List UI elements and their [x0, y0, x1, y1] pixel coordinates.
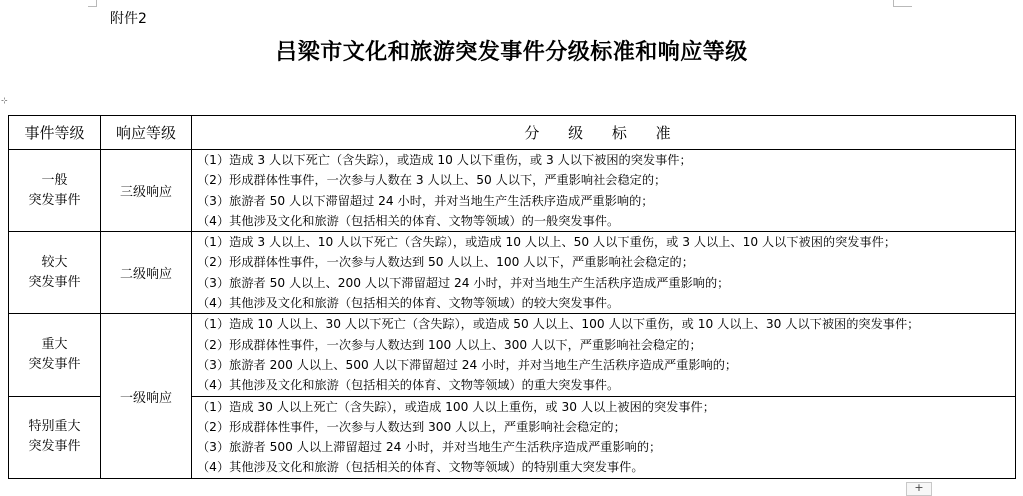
- header-criteria: 分 级 标 准: [192, 116, 1016, 150]
- table-move-handle-icon[interactable]: ⊹: [1, 96, 8, 105]
- criteria-item: （2）形成群体性事件，一次参与人数在 3 人以上、50 人以下，严重影响社会稳定的；: [197, 173, 667, 188]
- criteria-item: （3）旅游者 200 人以上、500 人以下滞留超过 24 小时，并对当地生产生活秩序造成严重影响的；: [197, 357, 738, 372]
- response-level-cell: 三级响应: [101, 150, 192, 232]
- response-level-cell: 一级响应: [101, 314, 192, 478]
- criteria-item: （1）造成 3 人以上、10 人以下死亡（含失踪），或造成 10 人以上、50 人以下重伤，或 3 人以上、10 人以下被困的突发事件；: [197, 235, 897, 250]
- table-header-row: [9, 116, 1016, 150]
- criteria-cell: [192, 314, 1016, 396]
- criteria-item: （1）造成 30 人以上死亡（含失踪），或造成 100 人以上重伤，或 30 人以上被困的突发事件；: [197, 399, 715, 414]
- criteria-cell: [192, 396, 1016, 478]
- table-row-major: [9, 232, 1016, 314]
- event-level-cell: 重大 突发事件: [9, 314, 101, 396]
- add-row-button[interactable]: +: [906, 482, 932, 496]
- criteria-item: （2）形成群体性事件，一次参与人数达到 50 人以上、100 人以下，严重影响社会稳定的；: [197, 255, 694, 270]
- attachment-label: 附件2: [110, 11, 147, 27]
- criteria-item: （3）旅游者 500 人以上滞留超过 24 小时，并对当地生产生活秩序造成严重影响的；: [197, 440, 662, 455]
- table-row-serious: [9, 314, 1016, 396]
- criteria-item: （4）其他涉及文化和旅游（包括相关的体育、文物等领域）的一般突发事件。: [197, 213, 620, 228]
- criteria-item: （1）造成 3 人以下死亡（含失踪），或造成 10 人以下重伤，或 3 人以下被困的突发事件；: [197, 153, 692, 167]
- event-level-cell: 一般 突发事件: [9, 150, 101, 232]
- criteria-item: （2）形成群体性事件，一次参与人数达到 300 人以上，严重影响社会稳定的；: [197, 419, 626, 434]
- criteria-item: （3）旅游者 50 人以上、200 人以下滞留超过 24 小时，并对当地生产生活秩序造成严重影响的；: [197, 275, 730, 290]
- header-response-level: 响应等级: [101, 116, 192, 150]
- criteria-cell: [192, 150, 1016, 232]
- criteria-item: （3）旅游者 50 人以下滞留超过 24 小时，并对当地生产生活秩序造成严重影响的；: [197, 193, 654, 208]
- criteria-item: （1）造成 10 人以上、30 人以下死亡（含失踪），或造成 50 人以上、100 人以下重伤，或 10 人以上、30 人以下被困的突发事件；: [197, 317, 920, 332]
- criteria-item: （4）其他涉及文化和旅游（包括相关的体育、文物等领域）的较大突发事件。: [197, 296, 620, 311]
- criteria-cell: [192, 232, 1016, 314]
- table-row-general: [9, 150, 1016, 232]
- event-level-cell: 较大 突发事件: [9, 232, 101, 314]
- grading-table: [8, 115, 1016, 479]
- document-title: 吕梁市文化和旅游突发事件分级标准和响应等级: [275, 39, 748, 65]
- criteria-item: （4）其他涉及文化和旅游（包括相关的体育、文物等领域）的重大突发事件。: [197, 378, 620, 393]
- page-corner-mark-right: [893, 0, 912, 7]
- criteria-item: （4）其他涉及文化和旅游（包括相关的体育、文物等领域）的特别重大突发事件。: [197, 460, 644, 475]
- event-level-cell: 特别重大 突发事件: [9, 396, 101, 478]
- page-corner-mark-left: [88, 0, 97, 7]
- criteria-item: （2）形成群体性事件，一次参与人数达到 100 人以上、300 人以下，严重影响社会稳定的；: [197, 337, 702, 352]
- response-level-cell: 二级响应: [101, 232, 192, 314]
- header-event-level: 事件等级: [9, 116, 101, 150]
